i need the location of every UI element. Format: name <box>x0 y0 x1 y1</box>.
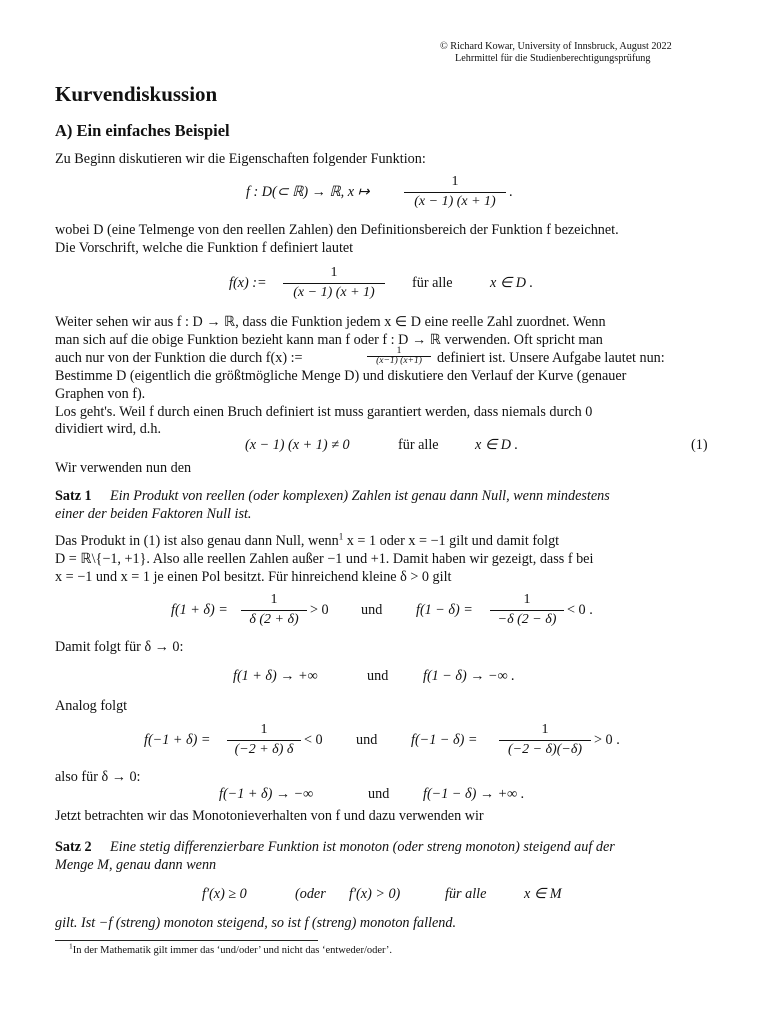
satz2-text: gilt. Ist −f (streng) monoton steigend, so ist f (streng) monoton fallend. <box>55 915 457 931</box>
fraction-bar <box>499 740 591 741</box>
eq4-b: f(1 − δ) → −∞ . <box>423 668 515 684</box>
footnote <box>69 941 393 957</box>
paragraph-fragment: x = 1 oder x = −1 gilt und damit folgt <box>343 533 560 549</box>
paragraph-line: wobei D (eine Telmenge von den reellen Zahlen) den Definitionsbereich der Funktion f bezeichnet. <box>55 222 619 238</box>
paragraph-line: Analog folgt <box>55 698 128 714</box>
paragraph-line: Die Vorschrift, welche die Funktion f definiert lautet <box>55 240 354 256</box>
footnote-divider <box>55 940 318 941</box>
satz2-text: Eine stetig differenzierbare Funktion ist monoton (oder streng monoton) steigend auf der <box>110 839 615 855</box>
paragraph-line: Wir verwenden nun den <box>55 460 192 476</box>
eq5-b-numerator: 1 <box>541 722 549 737</box>
eq6-und: und <box>368 786 390 802</box>
paragraph-line <box>55 533 559 549</box>
eq1-numerator: 1 <box>330 265 338 280</box>
satz2-text: Menge M, genau dann wenn <box>55 857 217 873</box>
paragraph-line: Graphen von f). <box>55 386 146 402</box>
paragraph-line: D = ℝ\{−1, +1}. Also alle reellen Zahlen außer −1 und +1. Damit haben wir gezeigt, dass f bei <box>55 551 594 567</box>
footnote-reference[interactable]: 1 <box>338 531 344 542</box>
eq2-domain: x ∈ D . <box>475 437 519 453</box>
section-heading: A) Ein einfaches Beispiel <box>55 121 230 140</box>
eq5-b-left: f(−1 − δ) = <box>411 732 478 748</box>
fraction-bar <box>227 740 301 741</box>
eq5-b-denominator: (−2 − δ)(−δ) <box>507 742 582 757</box>
page-title: Kurvendiskussion <box>55 82 218 106</box>
paragraph-line: dividiert wird, d.h. <box>55 421 161 437</box>
eq4-a: f(1 + δ) → +∞ <box>233 668 318 684</box>
footnote-mark: 1 <box>69 941 73 951</box>
eq5-a-numerator: 1 <box>260 722 268 737</box>
eq3-a-fraction <box>241 592 307 630</box>
intro-text: Zu Beginn diskutieren wir die Eigenschaften folgender Funktion: <box>55 151 426 167</box>
eq2-left: (x − 1) (x + 1) ≠ 0 <box>245 437 350 453</box>
eq5-b-fraction <box>499 722 591 760</box>
eq0-numerator: 1 <box>451 174 459 189</box>
eq3-b-numerator: 1 <box>523 592 531 607</box>
eq1-denominator: (x − 1) (x + 1) <box>293 285 375 300</box>
footnote-text: In der Mathematik gilt immer das ‘und/oder’ und nicht das ‘entweder/oder’. <box>72 945 393 956</box>
eq5-a-right: < 0 <box>304 732 323 748</box>
eq3-a-numerator: 1 <box>270 592 278 607</box>
fraction-bar <box>404 192 506 193</box>
eq0-denominator: (x − 1) (x + 1) <box>414 194 496 209</box>
eq5-und: und <box>356 732 378 748</box>
satz2-label: Satz 2 <box>55 839 92 855</box>
eq5-a-left: f(−1 + δ) = <box>144 732 211 748</box>
eq3-und: und <box>361 602 383 618</box>
fraction-bar <box>283 283 385 284</box>
eq0-left: f : D(⊂ ℝ) → ℝ, x ↦ <box>246 184 370 200</box>
paragraph-line: Bestimme D (eigentlich die größtmögliche Menge D) und diskutiere den Verlauf der Kurve (genauer <box>55 368 627 384</box>
eq1-domain: x ∈ D . <box>490 275 534 291</box>
header-subtitle: Lehrmittel für die Studienberechtigungsprüfung <box>455 53 651 64</box>
satz1-text: einer der beiden Faktoren Null ist. <box>55 506 252 522</box>
eq7-oder: (oder <box>295 886 326 902</box>
eq1-fraction <box>283 265 385 303</box>
fraction-bar <box>490 610 564 611</box>
eq1-condition: für alle <box>412 275 453 291</box>
inline-denominator: (x−1) (x+1) <box>376 356 422 366</box>
fraction-bar <box>241 610 307 611</box>
eq5-b-right: > 0 . <box>594 732 620 748</box>
eq3-a-right: > 0 <box>310 602 329 618</box>
eq3-b-denominator: −δ (2 − δ) <box>497 612 557 627</box>
paragraph-line: definiert ist. Unsere Aufgabe lautet nun: <box>437 350 665 366</box>
eq6-b: f(−1 − δ) → +∞ . <box>423 786 525 802</box>
eq0-end: . <box>509 184 513 200</box>
eq3-b-left: f(1 − δ) = <box>416 602 473 618</box>
paragraph-line: auch nur von der Funktion die durch f(x) := <box>55 350 303 366</box>
satz1-label: Satz 1 <box>55 488 92 504</box>
eq3-a-denominator: δ (2 + δ) <box>249 612 299 627</box>
eq5-a-fraction <box>227 722 301 760</box>
eq3-a-left: f(1 + δ) = <box>171 602 228 618</box>
eq7-domain: x ∈ M <box>524 886 562 902</box>
satz1-text: Ein Produkt von reellen (oder komplexen) Zahlen ist genau dann Null, wenn mindestens <box>110 488 610 504</box>
inline-fraction <box>367 346 431 368</box>
eq7-strict-condition: f′(x) > 0) <box>349 886 401 902</box>
eq0-fraction <box>404 174 506 212</box>
paragraph-line: Jetzt betrachten wir das Monotonieverhalten von f und dazu verwenden wir <box>55 808 484 824</box>
eq5-a-denominator: (−2 + δ) δ <box>234 742 294 757</box>
eq3-b-right: < 0 . <box>567 602 593 618</box>
paragraph-line: man sich auf die obige Funktion bezieht kann man f oder f : D → ℝ verwenden. Oft spricht man <box>55 332 603 348</box>
eq4-und: und <box>367 668 389 684</box>
paragraph-line: x = −1 und x = 1 je einen Pol besitzt. Für hinreichend kleine δ > 0 gilt <box>55 569 452 585</box>
paragraph-line: Damit folgt für δ → 0: <box>55 639 184 655</box>
eq1-left: f(x) := <box>229 275 267 291</box>
paragraph-line: Weiter sehen wir aus f : D → ℝ, dass die Funktion jedem x ∈ D eine reelle Zahl zuordnet. Wenn <box>55 314 606 330</box>
eq6-a: f(−1 + δ) → −∞ <box>219 786 314 802</box>
header-copyright: © Richard Kowar, University of Innsbruck, August 2022 <box>440 41 672 52</box>
inline-numerator: 1 <box>396 346 402 356</box>
eq3-b-fraction <box>490 592 564 630</box>
eq7-condition: f′(x) ≥ 0 <box>202 886 247 902</box>
eq7-fuer-alle: für alle <box>445 886 487 902</box>
eq2-condition: für alle <box>398 437 439 453</box>
paragraph-line: Los geht's. Weil f durch einen Bruch definiert ist muss garantiert werden, dass niemals durch 0 <box>55 404 593 420</box>
paragraph-line: also für δ → 0: <box>55 769 141 785</box>
paragraph-fragment: Das Produkt in (1) ist also genau dann Null, wenn <box>55 533 339 549</box>
equation-number: (1) <box>691 437 708 453</box>
